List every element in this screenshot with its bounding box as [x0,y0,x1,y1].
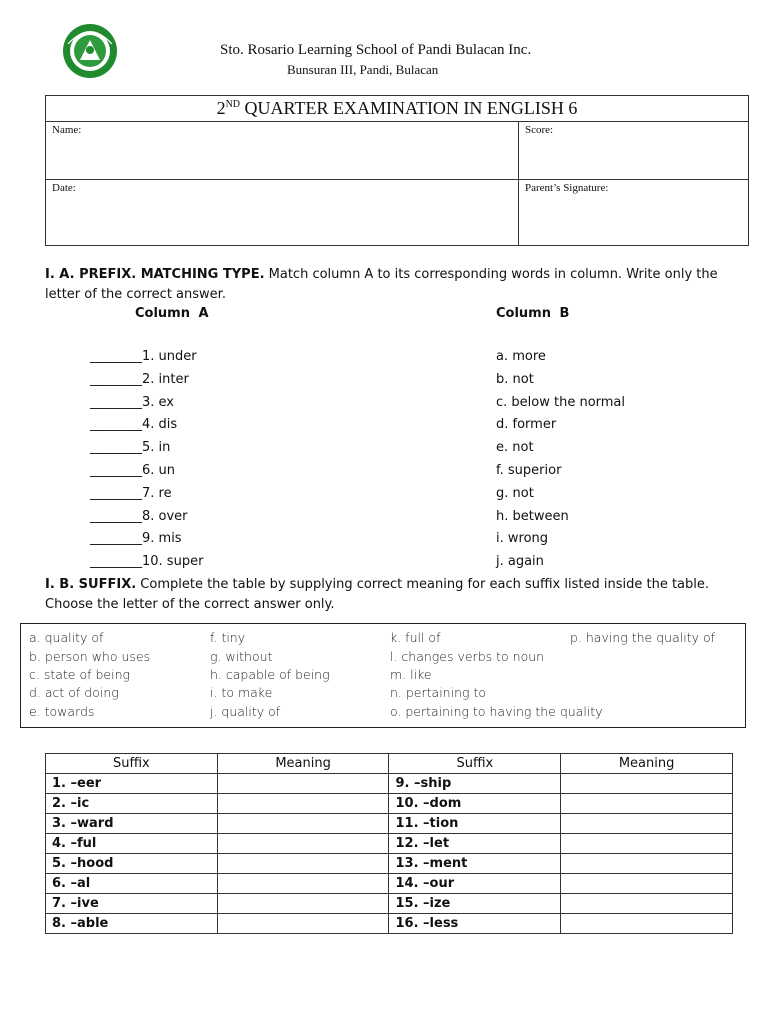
choice-item: k. full of [390,630,441,645]
choice-item: e. towards [29,704,95,719]
meaning-cell[interactable] [561,894,733,914]
meaning-cell[interactable] [561,874,733,894]
meaning-cell[interactable] [217,874,389,894]
meaning-cell[interactable] [217,834,389,854]
section-b-heading: I. B. SUFFIX. [45,577,137,592]
signature-field[interactable] [519,180,749,246]
list-item: g. not [496,486,534,501]
meaning-cell[interactable] [561,854,733,874]
choice-item: c. state of being [29,667,131,682]
list-item: h. between [496,509,569,524]
date-field[interactable] [46,180,519,246]
date-label: Date: [52,182,76,194]
meaning-cell[interactable] [561,774,733,794]
list-item: a. more [496,349,546,364]
school-name: Sto. Rosario Learning School of Pandi Bulacan Inc. [220,42,532,58]
list-item[interactable]: ________4. dis [90,417,178,432]
choice-item: h. capable of being [210,667,330,682]
meaning-cell[interactable] [217,894,389,914]
choice-item: m. like [390,667,432,682]
header-meaning: Meaning [561,754,733,774]
name-label: Name: [52,124,82,136]
list-item: i. wrong [496,531,549,546]
choice-item: a. quality of [29,630,104,645]
choice-item: b. person who uses [29,649,151,664]
list-item[interactable]: ________3. ex [90,395,174,410]
signature-label: Parent’s Signature: [525,182,609,194]
header-suffix: Suffix [46,754,218,774]
list-item: f. superior [496,463,562,478]
exam-info-box [45,95,749,246]
choice-item: f. tiny [210,630,246,645]
score-label: Score: [525,124,554,136]
exam-title: 2ND QUARTER EXAMINATION IN ENGLISH 6 [46,96,749,122]
list-item[interactable]: ________7. re [90,486,172,501]
suffix-table [45,753,733,934]
column-b-header: Column B [496,306,570,321]
meaning-cell[interactable] [561,834,733,854]
list-item[interactable]: ________5. in [90,440,171,455]
list-item[interactable]: ________2. inter [90,372,189,387]
meaning-cell[interactable] [217,794,389,814]
table-row: 3. –ward 11. –tion [46,814,733,834]
list-item[interactable]: ________9. mis [90,531,182,546]
table-row: 2. –ic 10. –dom [46,794,733,814]
choice-item: o. pertaining to having the quality [390,704,603,719]
table-row: 1. –eer 9. –ship [46,774,733,794]
table-row: 4. –ful 12. –let [46,834,733,854]
meaning-cell[interactable] [217,774,389,794]
school-address: Bunsuran III, Pandi, Bulacan [287,62,439,77]
choice-item: p. having the quality of [570,630,716,645]
list-item: c. below the normal [496,395,626,410]
meaning-cell[interactable] [561,794,733,814]
suffix-choices-box [20,623,746,728]
list-item: e. not [496,440,534,455]
section-b-instructions: I. B. SUFFIX. Complete the table by supplying correct meaning for each suffix listed inside the table. Choose the letter of the correct answer only. [45,577,710,612]
list-item[interactable]: ________1. under [90,349,197,364]
list-item[interactable]: ________6. un [90,463,176,478]
choice-item: n. pertaining to [390,685,487,700]
column-a-header: Column A [135,306,209,321]
meaning-cell[interactable] [561,814,733,834]
choice-item: l. changes verbs to noun [390,649,545,664]
choice-item: d. act of doing [29,685,119,700]
choice-item: j. quality of [210,704,281,719]
name-field[interactable] [46,122,519,180]
section-a-instructions: I. A. PREFIX. MATCHING TYPE. Match column A to its corresponding words in column. Write only the letter of the correct answer. [45,267,718,302]
header-meaning: Meaning [217,754,389,774]
score-field[interactable] [519,122,749,180]
table-row: 7. –ive 15. –ize [46,894,733,914]
list-item: d. former [496,417,557,432]
meaning-cell[interactable] [217,854,389,874]
meaning-cell[interactable] [561,914,733,934]
school-seal-logo [58,22,122,80]
meaning-cell[interactable] [217,914,389,934]
choice-item: i. to make [210,685,273,700]
meaning-cell[interactable] [217,814,389,834]
choice-item: g. without [210,649,273,664]
table-row: 8. –able 16. –less [46,914,733,934]
list-item: j. again [496,554,544,569]
table-row: 5. –hood 13. –ment [46,854,733,874]
list-item: b. not [496,372,534,387]
section-a-heading: I. A. PREFIX. MATCHING TYPE. [45,267,265,282]
list-item[interactable]: ________8. over [90,509,188,524]
header-suffix: Suffix [389,754,561,774]
list-item[interactable]: ________10. super [90,554,204,569]
table-row: 6. –al 14. –our [46,874,733,894]
